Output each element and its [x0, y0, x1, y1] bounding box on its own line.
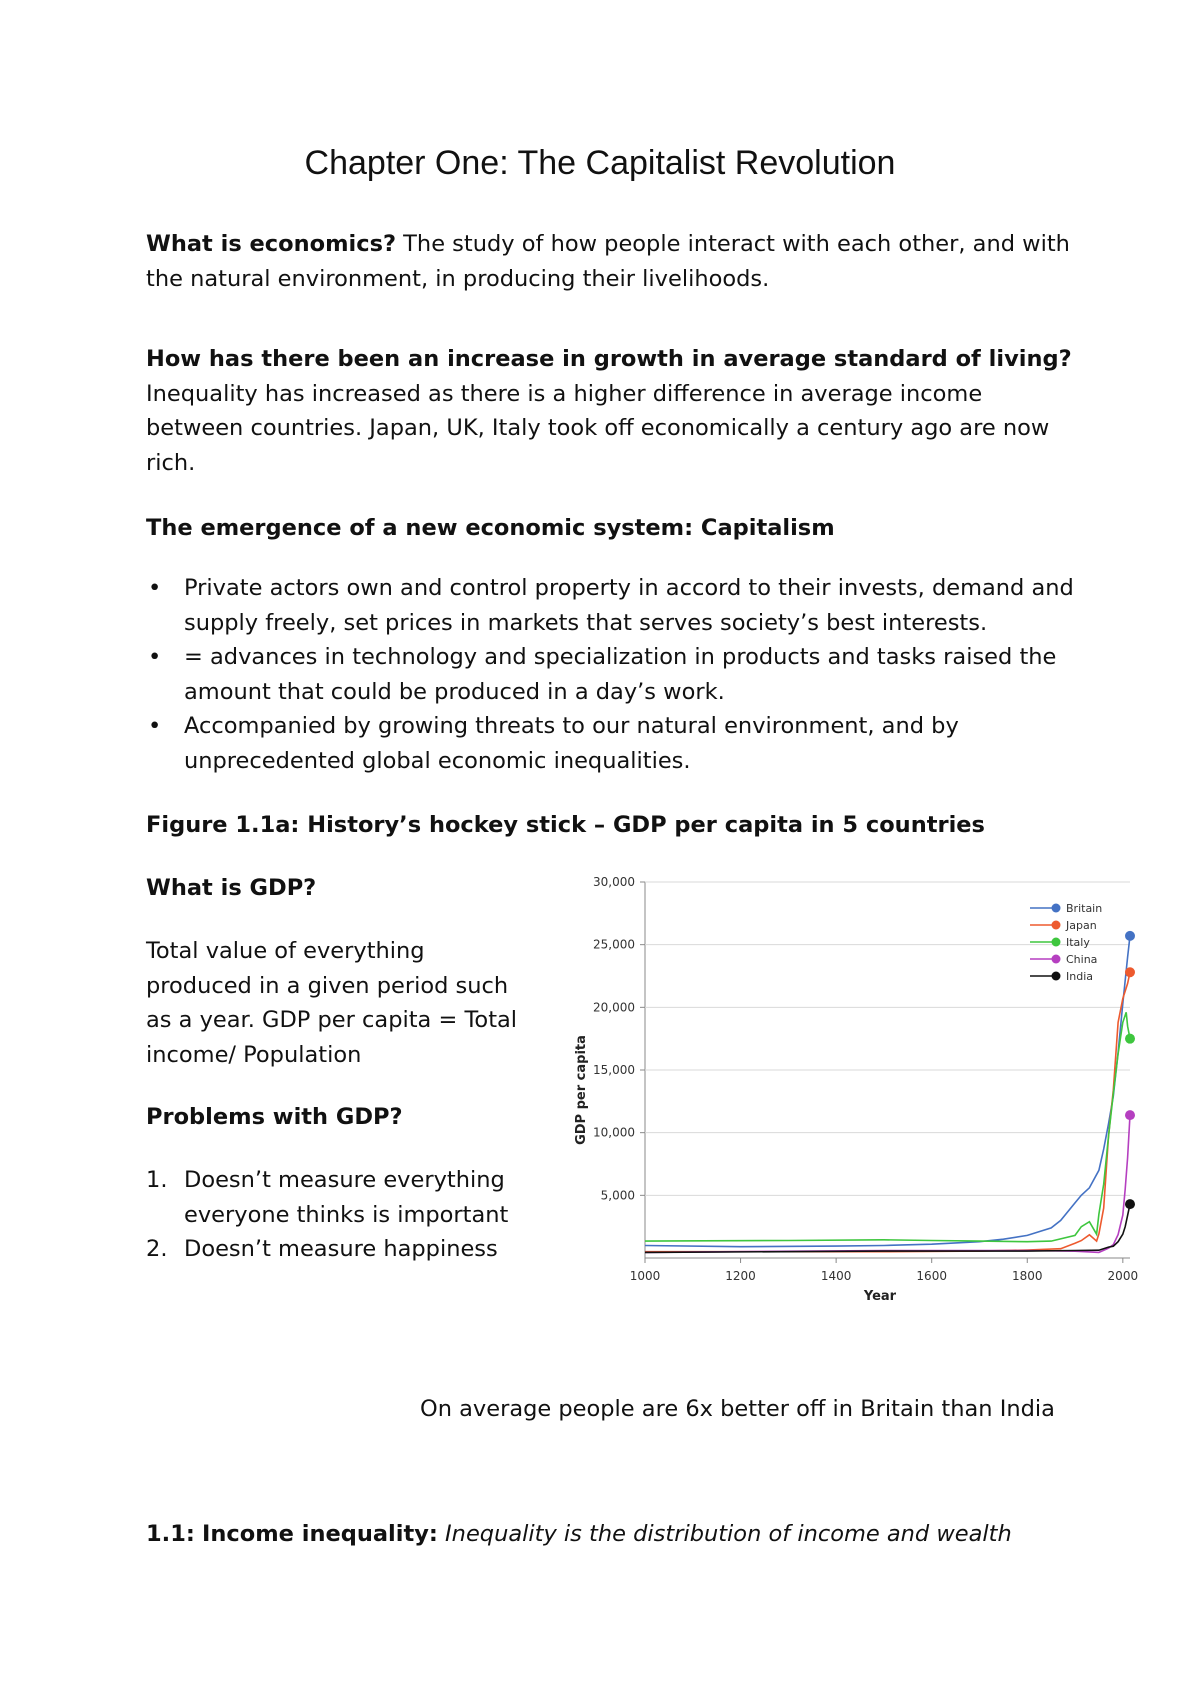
gdp-problems-list: [146, 1163, 526, 1267]
series-line-italy: [645, 1012, 1130, 1241]
series-endpoint-india: [1125, 1199, 1135, 1209]
y-axis: [593, 875, 645, 1202]
series-endpoint-britain: [1125, 931, 1135, 941]
legend-label: India: [1066, 970, 1093, 983]
y-tick-label: 10,000: [593, 1125, 635, 1140]
legend-item-britain: [1030, 902, 1102, 915]
y-tick-label: 30,000: [593, 875, 635, 889]
legend-item-japan: [1030, 919, 1097, 932]
x-tick-label: 1000: [629, 1269, 661, 1283]
bullet-icon: •: [148, 644, 162, 670]
list-item: 2. Doesn’t measure happiness: [146, 1236, 498, 1262]
series-line-china: [645, 1115, 1130, 1252]
x-tick-label: 1200: [725, 1269, 756, 1283]
bullet-icon: •: [148, 713, 162, 739]
comparison-note: On average people are 6x better off in Britain than India: [420, 1396, 1055, 1422]
series-line-japan: [645, 972, 1130, 1251]
growth-paragraph: [146, 342, 1076, 480]
income-inequality-definition: Inequality is the distribution of income and wealth: [445, 1521, 1012, 1547]
economics-answer: The study of how people interact with each other, and with the natural environment, in producing their livelihoods.: [146, 231, 1070, 292]
legend-marker: [1052, 955, 1061, 964]
chart-series: [645, 931, 1135, 1253]
legend-label: Italy: [1066, 936, 1090, 949]
economics-definition: [146, 227, 1076, 296]
capitalism-bullet-list: [146, 571, 1076, 778]
legend-label: China: [1066, 953, 1098, 966]
x-tick-label: 2000: [1107, 1269, 1139, 1283]
growth-question: How has there been an increase in growth in average standard of living?: [146, 346, 1072, 372]
capitalism-heading: The emergence of a new economic system: Capitalism: [146, 515, 835, 541]
legend-label: Britain: [1066, 902, 1103, 915]
x-axis: [630, 1258, 1138, 1283]
y-tick-label: 15,000: [593, 1063, 635, 1077]
list-item: • = advances in technology and specialization in products and tasks raised the amount that could be produced in a day’s work.: [146, 640, 1076, 709]
legend-marker: [1052, 972, 1061, 981]
y-tick-label: 20,000: [593, 1000, 635, 1015]
section-number: 1.1:: [146, 1521, 195, 1547]
legend-label: Japan: [1066, 919, 1097, 932]
x-tick-label: 1400: [820, 1269, 852, 1283]
growth-answer: Inequality has increased as there is a higher difference in average income between countries. Japan, UK, Italy took off economically a century ago are now rich.: [146, 380, 1050, 476]
legend-marker: [1052, 904, 1061, 913]
list-item: • Private actors own and control property in accord to their invests, demand and supply freely, set prices in markets that serves society’s best interests.: [146, 571, 1076, 640]
series-endpoint-italy: [1125, 1034, 1135, 1044]
series-endpoint-china: [1125, 1110, 1135, 1120]
x-tick-label: 1800: [1011, 1269, 1043, 1283]
chart-legend: [1030, 902, 1102, 983]
page-title: Chapter One: The Capitalist Revolution: [304, 144, 896, 182]
list-item: • Accompanied by growing threats to our natural environment, and by unprecedented global economic inequalities.: [146, 709, 1076, 778]
series-line-britain: [645, 936, 1130, 1247]
y-tick-label: 5,000: [600, 1188, 635, 1203]
y-axis-label: GDP per capita: [574, 1035, 589, 1145]
income-inequality-line: [146, 1517, 1076, 1552]
legend-item-italy: [1030, 936, 1090, 949]
list-item: 1. Doesn’t measure everything everyone thinks is important: [146, 1167, 509, 1228]
gdp-chart: [560, 870, 1140, 1310]
legend-marker: [1052, 938, 1061, 947]
bullet-icon: •: [148, 575, 162, 601]
gdp-problems-heading: Problems with GDP?: [146, 1104, 403, 1130]
legend-item-india: [1030, 970, 1093, 983]
gdp-definition: Total value of everything produced in a given period such as a year. GDP per capita = Total income/ Population: [146, 938, 518, 1068]
series-endpoint-japan: [1125, 967, 1135, 977]
gdp-heading: What is GDP?: [146, 875, 317, 901]
income-inequality-term: Income inequality:: [202, 1521, 438, 1547]
y-tick-label: 25,000: [593, 937, 635, 952]
x-axis-label: Year: [863, 1289, 897, 1304]
legend-item-china: [1030, 953, 1097, 966]
figure-caption: Figure 1.1a: History’s hockey stick – GDP per capita in 5 countries: [146, 812, 985, 838]
x-tick-label: 1600: [916, 1269, 947, 1283]
economics-question: What is economics?: [146, 231, 397, 257]
legend-marker: [1052, 921, 1061, 930]
